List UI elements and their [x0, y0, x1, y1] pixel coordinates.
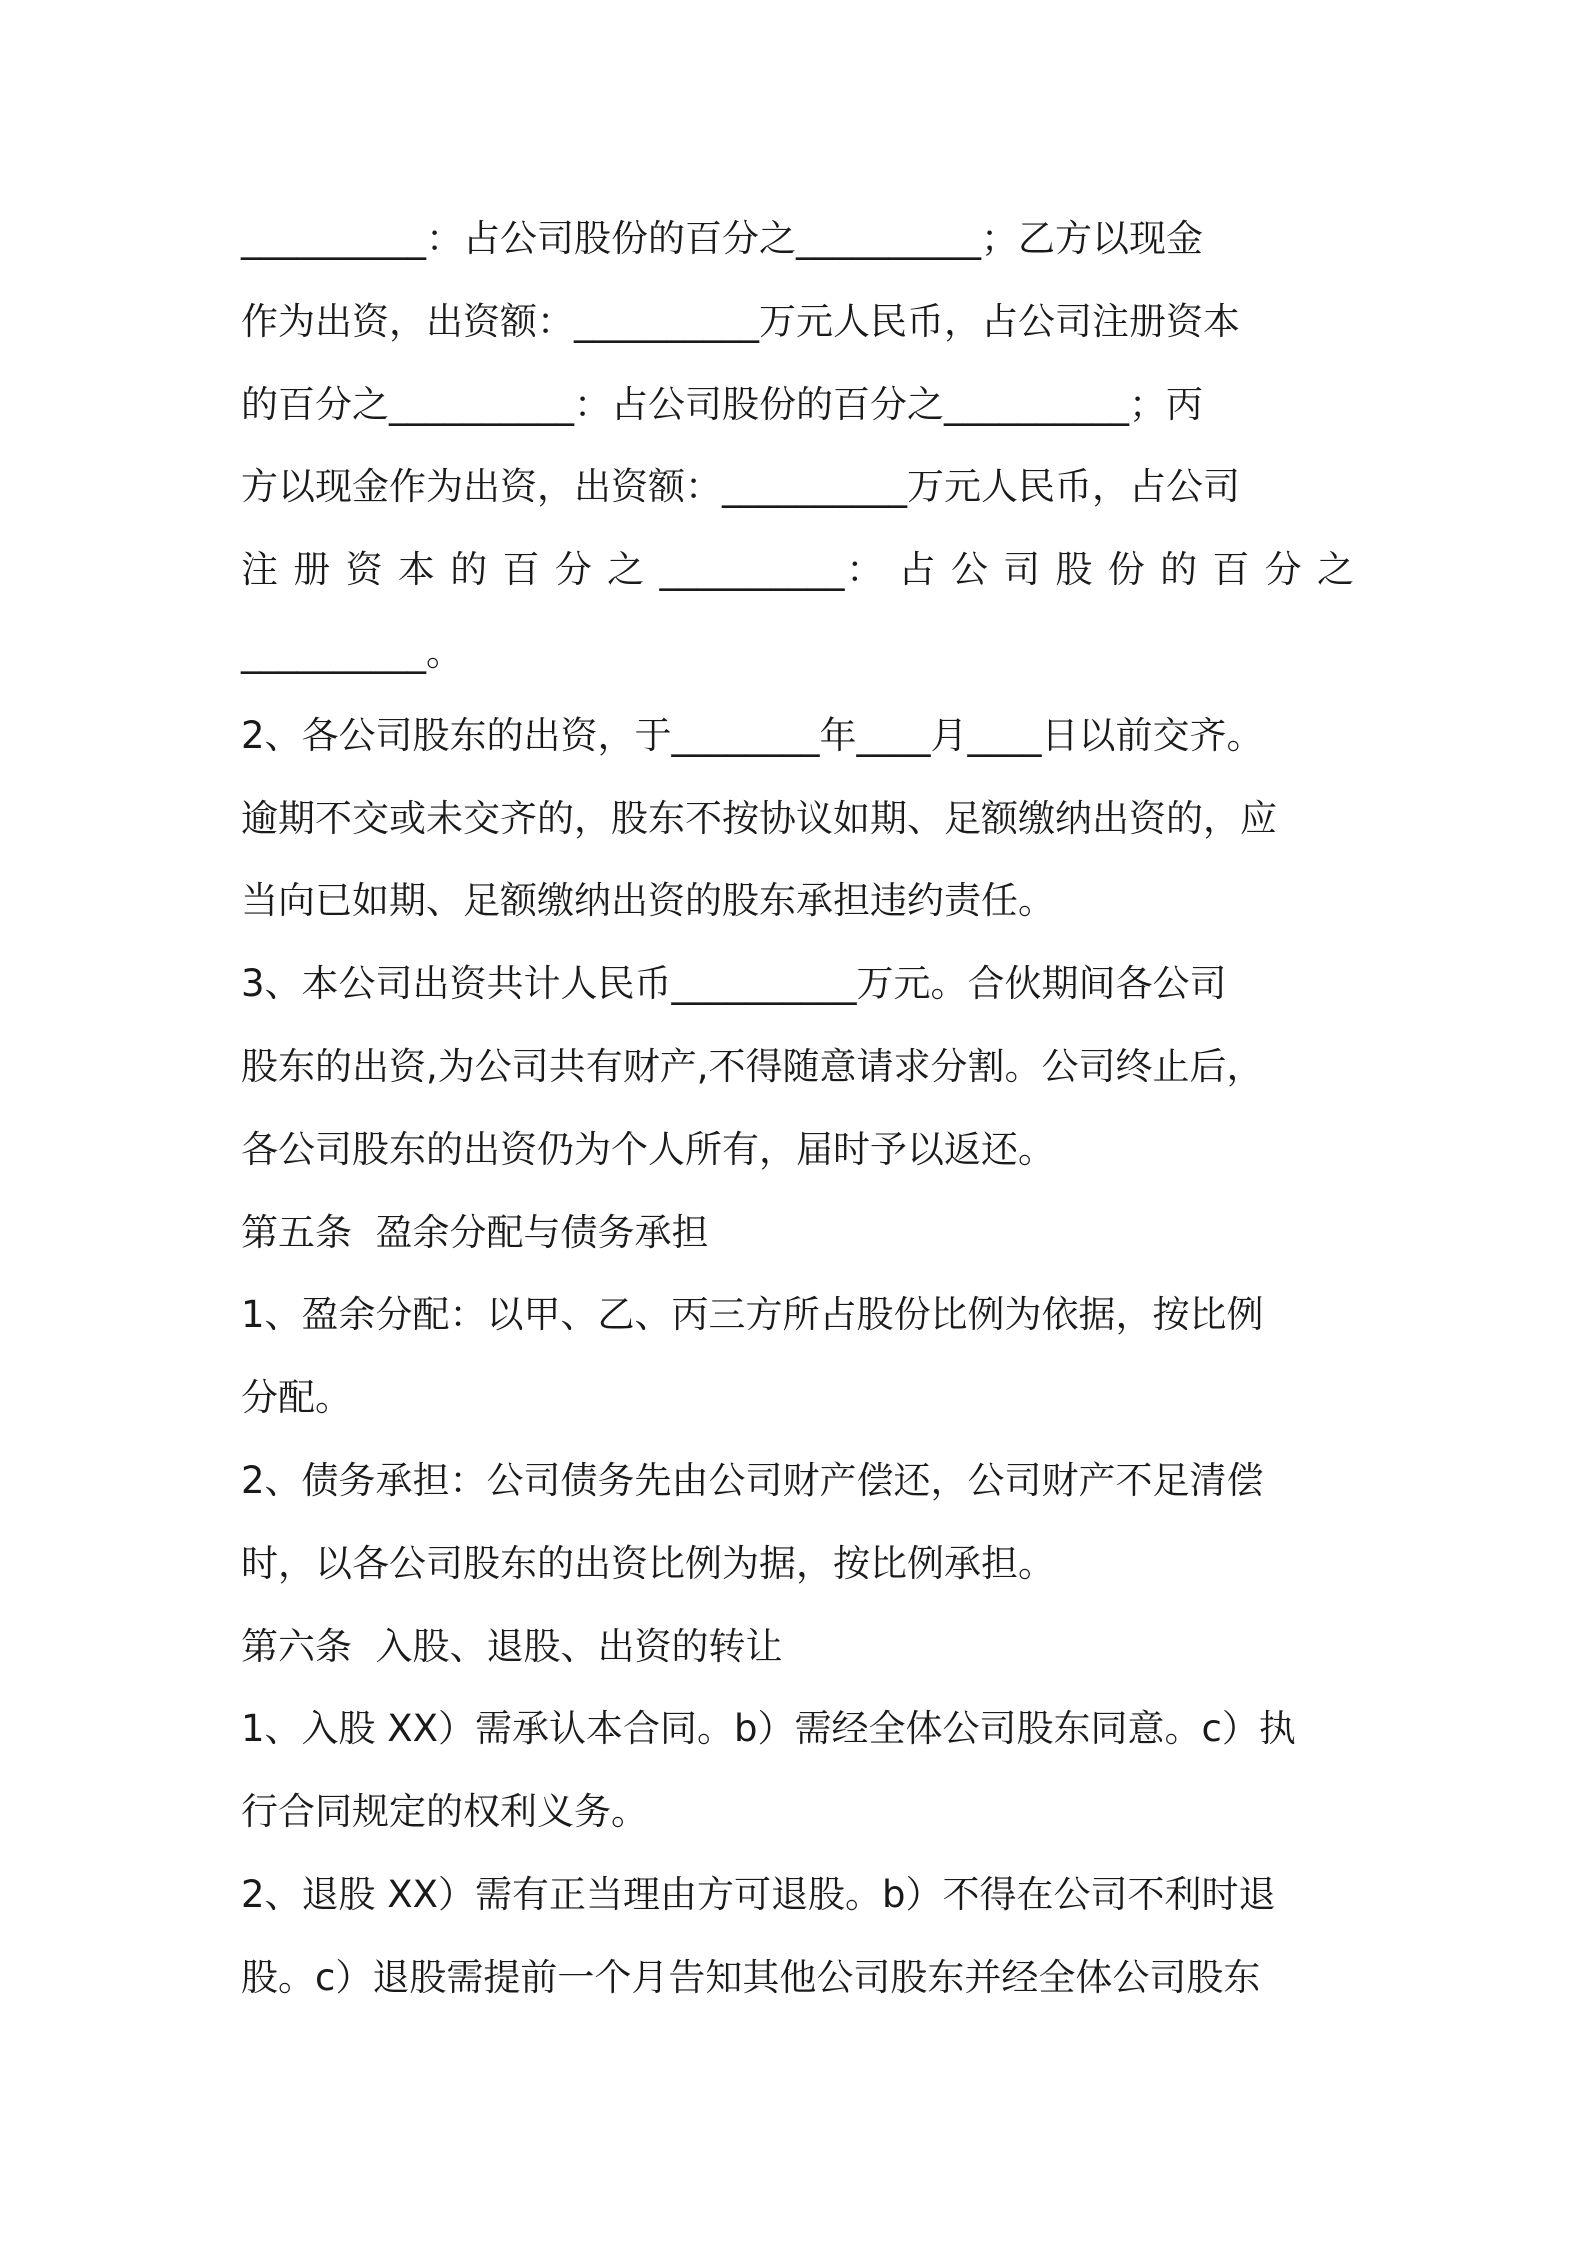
- text-line-4: 方以现金作为出资，出资额：__________万元人民币，占公司: [241, 465, 1240, 509]
- clause-6-1-line-1: 1、入股 XX）需承认本合同。b）需经全体公司股东同意。c）执: [241, 1707, 1296, 1751]
- clause-4-3-line-2: 股东的出资,为公司共有财产,不得随意请求分割。公司终止后，: [241, 1044, 1264, 1088]
- text-line-3: 的百分之__________：占公司股份的百分之__________；丙: [241, 382, 1203, 426]
- clause-4-3-line-3: 各公司股东的出资仍为个人所有，届时予以返还。: [241, 1127, 1055, 1171]
- text-line-2: 作为出资，出资额：__________万元人民币，占公司注册资本: [241, 299, 1240, 343]
- clause-4-3-line-1: 3、本公司出资共计人民币__________万元。合伙期间各公司: [241, 962, 1227, 1006]
- clause-5-2-line-1: 2、债务承担：公司债务先由公司财产偿还，公司财产不足清偿: [241, 1458, 1264, 1502]
- text-line-5: 注 册 资 本 的 百 分 之 __________： 占 公 司 股 份 的 百 分 之: [241, 548, 1354, 592]
- clause-4-2-line-1: 2、各公司股东的出资，于________年____月____日以前交齐。: [241, 713, 1264, 757]
- clause-5-1-line-1: 1、盈余分配：以甲、乙、丙三方所占股份比例为依据，按比例: [241, 1293, 1264, 1337]
- clause-5-1-line-2: 分配。: [241, 1376, 352, 1420]
- clause-4-2-line-3: 当向已如期、足额缴纳出资的股东承担违约责任。: [241, 879, 1055, 923]
- article-6-heading: 第六条 入股、退股、出资的转让: [241, 1624, 783, 1668]
- clause-6-2-line-2: 股。c）退股需提前一个月告知其他公司股东并经全体公司股东: [241, 1955, 1261, 1999]
- clause-5-2-line-2: 时，以各公司股东的出资比例为据，按比例承担。: [241, 1541, 1055, 1585]
- article-5-heading: 第五条 盈余分配与债务承担: [241, 1210, 709, 1254]
- document-body: [241, 198, 1354, 2020]
- clause-6-2-line-1: 2、退股 XX）需有正当理由方可退股。b）不得在公司不利时退: [241, 1872, 1276, 1916]
- text-line-6: __________。: [241, 630, 463, 674]
- clause-6-1-line-2: 行合同规定的权利义务。: [241, 1790, 648, 1834]
- text-line-1: __________：占公司股份的百分之__________；乙方以现金: [241, 217, 1203, 260]
- clause-4-2-line-2: 逾期不交或未交齐的，股东不按协议如期、足额缴纳出资的，应: [241, 796, 1277, 840]
